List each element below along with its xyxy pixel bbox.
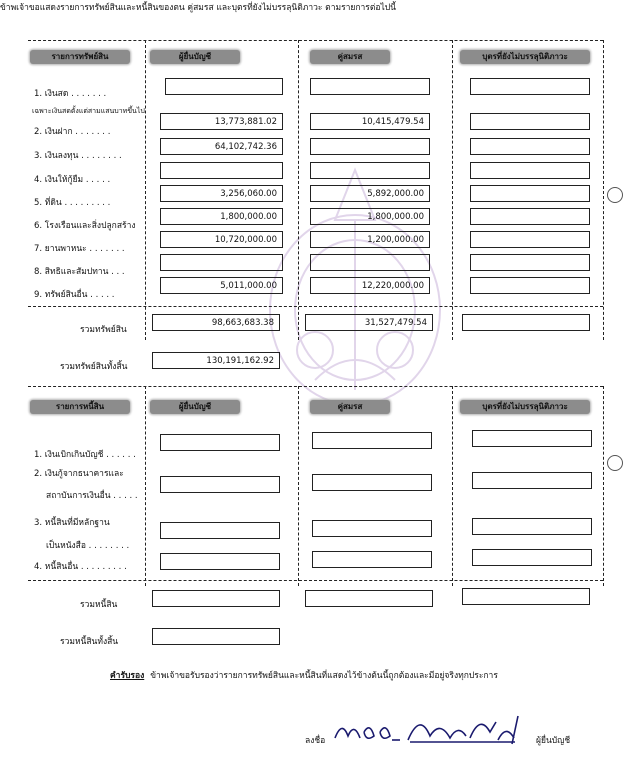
assets-total-spouse: 31,527,479.54 xyxy=(305,314,433,331)
column-divider xyxy=(452,40,453,340)
liability-child-field[interactable] xyxy=(472,430,592,447)
asset-spouse-field[interactable]: 5,892,000.00 xyxy=(310,185,430,202)
asset-declarant-field[interactable]: 64,102,742.36 xyxy=(160,138,283,155)
deposit-note: เฉพาะเงินสดตั้งแต่สามแสนบาทขึ้นไป xyxy=(32,107,145,115)
liability-row-label-line1: 3. หนี้สินที่มีหลักฐาน xyxy=(34,518,110,528)
liability-row-label-line2: เป็นหนังสือ . . . . . . . . xyxy=(46,541,130,551)
liability-child-field[interactable] xyxy=(472,518,592,535)
liability-child-field[interactable] xyxy=(472,549,592,566)
asset-spouse-field[interactable]: 1,200,000.00 xyxy=(310,231,430,248)
liability-row-label-line1: 2. เงินกู้จากธนาคารและ xyxy=(34,469,124,479)
assets-header-item: รายการทรัพย์สิน xyxy=(30,50,130,64)
asset-row-label: 3. เงินลงทุน . . . . . . . . xyxy=(34,151,122,161)
asset-row-label: 6. โรงเรือนและสิ่งปลูกสร้าง xyxy=(34,221,136,231)
liabilities-grand-total xyxy=(152,628,280,645)
asset-child-field[interactable] xyxy=(470,78,590,95)
column-divider xyxy=(298,40,299,340)
asset-declarant-field[interactable]: 1,800,000.00 xyxy=(160,208,283,225)
asset-spouse-field[interactable]: 12,220,000.00 xyxy=(310,277,430,294)
liability-row-label: 4. หนี้สินอื่น . . . . . . . . . xyxy=(34,562,127,572)
certification-title: คำรับรอง xyxy=(110,671,145,681)
liabilities-total-declarant xyxy=(152,590,280,607)
assets-header-child: บุตรที่ยังไม่บรรลุนิติภาวะ xyxy=(460,50,590,64)
asset-declarant-field[interactable]: 3,256,060.00 xyxy=(160,185,283,202)
asset-declarant-field[interactable] xyxy=(165,78,283,95)
liabilities-header-declarant: ผู้ยื่นบัญชี xyxy=(150,400,240,414)
column-divider xyxy=(298,386,299,586)
asset-declarant-field[interactable]: 13,773,881.02 xyxy=(160,113,283,130)
asset-spouse-field[interactable] xyxy=(310,254,430,271)
intro-text: ข้าพเจ้าขอแสดงรายการทรัพย์สินและหนี้สินของตน คู่สมรส และบุตรที่ยังไม่บรรลุนิติภาวะ ตามรายการต่อไปนี้ xyxy=(0,3,396,13)
asset-child-field[interactable] xyxy=(470,277,590,294)
asset-row-label: 2. เงินฝาก . . . . . . . xyxy=(34,127,111,137)
asset-child-field[interactable] xyxy=(470,113,590,130)
column-divider xyxy=(145,386,146,586)
liability-spouse-field[interactable] xyxy=(312,432,432,449)
asset-spouse-field[interactable] xyxy=(310,138,430,155)
assets-header-declarant: ผู้ยื่นบัญชี xyxy=(150,50,240,64)
liabilities-grand-label: รวมหนี้สินทั้งสิ้น xyxy=(60,637,119,647)
liability-spouse-field[interactable] xyxy=(312,551,432,568)
asset-declarant-field[interactable]: 5,011,000.00 xyxy=(160,277,283,294)
asset-child-field[interactable] xyxy=(470,138,590,155)
asset-row-label: 4. เงินให้กู้ยืม . . . . . xyxy=(34,175,111,185)
assets-total-label: รวมทรัพย์สิน xyxy=(80,325,127,335)
assets-grand-label: รวมทรัพย์สินทั้งสิ้น xyxy=(60,362,128,372)
asset-row-label: 9. ทรัพย์สินอื่น . . . . . xyxy=(34,290,115,300)
liabilities-total-spouse xyxy=(305,590,433,607)
certification-statement xyxy=(110,668,498,682)
asset-child-field[interactable] xyxy=(470,185,590,202)
assets-total-child xyxy=(462,314,590,331)
asset-spouse-field[interactable] xyxy=(310,162,430,179)
punch-hole xyxy=(607,187,623,203)
asset-row-label: 1. เงินสด . . . . . . . xyxy=(34,89,107,99)
asset-spouse-field[interactable]: 10,415,479.54 xyxy=(310,113,430,130)
signature-handwriting xyxy=(330,710,535,748)
liabilities-header-child: บุตรที่ยังไม่บรรลุนิติภาวะ xyxy=(460,400,590,414)
asset-spouse-field[interactable] xyxy=(310,78,430,95)
asset-declarant-field[interactable] xyxy=(160,162,283,179)
asset-spouse-field[interactable]: 1,800,000.00 xyxy=(310,208,430,225)
asset-child-field[interactable] xyxy=(470,231,590,248)
asset-row-label: 7. ยานพาหนะ . . . . . . . xyxy=(34,244,125,254)
liability-declarant-field[interactable] xyxy=(160,553,280,570)
asset-declarant-field[interactable]: 10,720,000.00 xyxy=(160,231,283,248)
asset-child-field[interactable] xyxy=(470,162,590,179)
certification-text: ข้าพเจ้าขอรับรองว่ารายการทรัพย์สินและหนี้สินที่แสดงไว้ข้างต้นนี้ถูกต้องและมีอยู่จริงทุกประการ xyxy=(150,671,498,681)
liability-child-field[interactable] xyxy=(472,472,592,489)
punch-hole xyxy=(607,455,623,471)
liabilities-top-rule xyxy=(28,386,603,387)
liability-row-label: 1. เงินเบิกเกินบัญชี . . . . . . xyxy=(34,450,136,460)
assets-header-spouse: คู่สมรส xyxy=(310,50,390,64)
asset-child-field[interactable] xyxy=(470,254,590,271)
signature-prefix: ลงชื่อ xyxy=(305,736,326,746)
liability-row-label-line2: สถาบันการเงินอื่น . . . . . xyxy=(46,491,138,501)
liabilities-total-rule xyxy=(28,580,603,581)
assets-grand-total: 130,191,162.92 xyxy=(152,352,280,369)
liabilities-header-spouse: คู่สมรส xyxy=(310,400,390,414)
assets-total-declarant: 98,663,683.38 xyxy=(152,314,280,331)
column-divider xyxy=(452,386,453,586)
assets-total-rule xyxy=(28,306,603,307)
liability-declarant-field[interactable] xyxy=(160,476,280,493)
asset-row-label: 8. สิทธิและสัมปทาน . . . xyxy=(34,267,125,277)
asset-declarant-field[interactable] xyxy=(160,254,283,271)
column-divider xyxy=(603,40,604,340)
column-divider xyxy=(145,40,146,340)
liabilities-total-label: รวมหนี้สิน xyxy=(80,600,118,610)
liability-declarant-field[interactable] xyxy=(160,434,280,451)
signature-suffix: ผู้ยื่นบัญชี xyxy=(536,736,571,746)
assets-top-rule xyxy=(28,40,603,41)
asset-child-field[interactable] xyxy=(470,208,590,225)
liabilities-header-item: รายการหนี้สิน xyxy=(30,400,130,414)
column-divider xyxy=(603,386,604,586)
asset-row-label: 5. ที่ดิน . . . . . . . . . xyxy=(34,198,111,208)
liability-declarant-field[interactable] xyxy=(160,522,280,539)
liabilities-total-child xyxy=(462,588,590,605)
liability-spouse-field[interactable] xyxy=(312,474,432,491)
liability-spouse-field[interactable] xyxy=(312,520,432,537)
